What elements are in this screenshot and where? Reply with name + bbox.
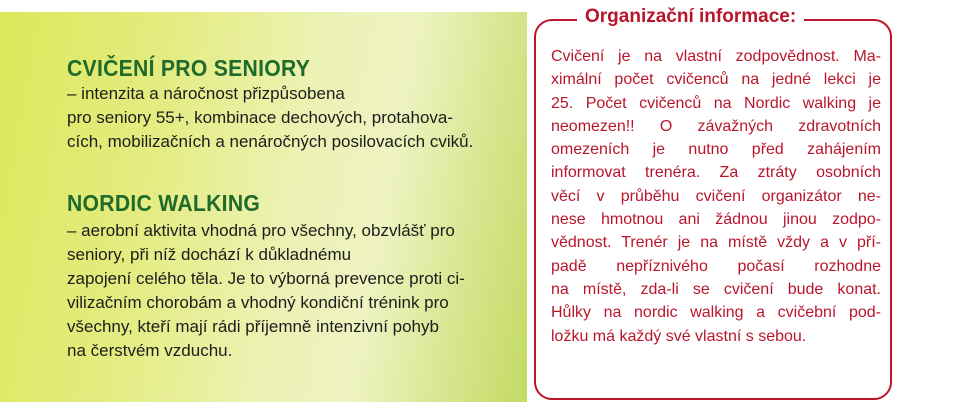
info-line: ložku má každý své vlastní s sebou. bbox=[551, 327, 807, 345]
info-line: Cvičení je na vlastní zodpovědnost. Ma- bbox=[551, 48, 881, 65]
info-line: vědnost. Trenér je na místě vždy a v pří- bbox=[551, 234, 881, 252]
info-line: neomezen!! O závažných zdravotních bbox=[551, 117, 881, 135]
info-box-text bbox=[551, 45, 881, 348]
nordic-line: vilizačním chorobám a vhodný kondiční trénink pro bbox=[67, 293, 449, 312]
info-line: Hůlky na nordic walking a cvičební pod- bbox=[551, 304, 881, 322]
seniors-line: – intenzita a náročnost přizpůsobena bbox=[67, 84, 345, 103]
seniors-line: pro seniory 55+, kombinace dechových, protahova- bbox=[67, 108, 454, 127]
nordic-line: zapojení celého těla. Je to výborná prevence proti ci- bbox=[67, 269, 465, 288]
seniors-heading: CVIČENÍ PRO SENIORY bbox=[67, 55, 311, 81]
nordic-walking-description bbox=[67, 219, 465, 363]
nordic-line: – aerobní aktivita vhodná pro všechny, obzvlášť pro bbox=[67, 221, 455, 240]
info-box-title: Organizační informace: bbox=[577, 4, 804, 30]
info-line: věcí v průběhu cvičení organizátor ne- bbox=[551, 187, 881, 205]
info-line: omezeních je nutno před zahájením bbox=[551, 141, 881, 159]
nordic-walking-heading: NORDIC WALKING bbox=[67, 190, 261, 216]
seniors-description bbox=[67, 82, 473, 154]
info-line: nese hmotnou ani žádnou jinou zodpo- bbox=[551, 211, 881, 229]
info-line: na místě, zda-li se cvičení bude konat. bbox=[551, 280, 881, 298]
nordic-line: na čerstvém vzduchu. bbox=[67, 341, 233, 360]
info-line: informovat trenéra. Za ztráty osobních bbox=[551, 164, 881, 182]
nordic-line: seniory, při níž dochází k důkladnému bbox=[67, 245, 352, 264]
nordic-line: všechny, kteří mají rádi příjemně intenzivní pohyb bbox=[67, 317, 439, 336]
info-line: padě nepříznivého počasí rozhodne bbox=[551, 257, 881, 275]
info-line: 25. Počet cvičenců na Nordic walking je bbox=[551, 94, 881, 112]
seniors-line: cích, mobilizačních a nenáročných posilovacích cviků. bbox=[67, 132, 474, 151]
info-line: ximální počet cvičenců na jedné lekci je bbox=[551, 71, 881, 89]
